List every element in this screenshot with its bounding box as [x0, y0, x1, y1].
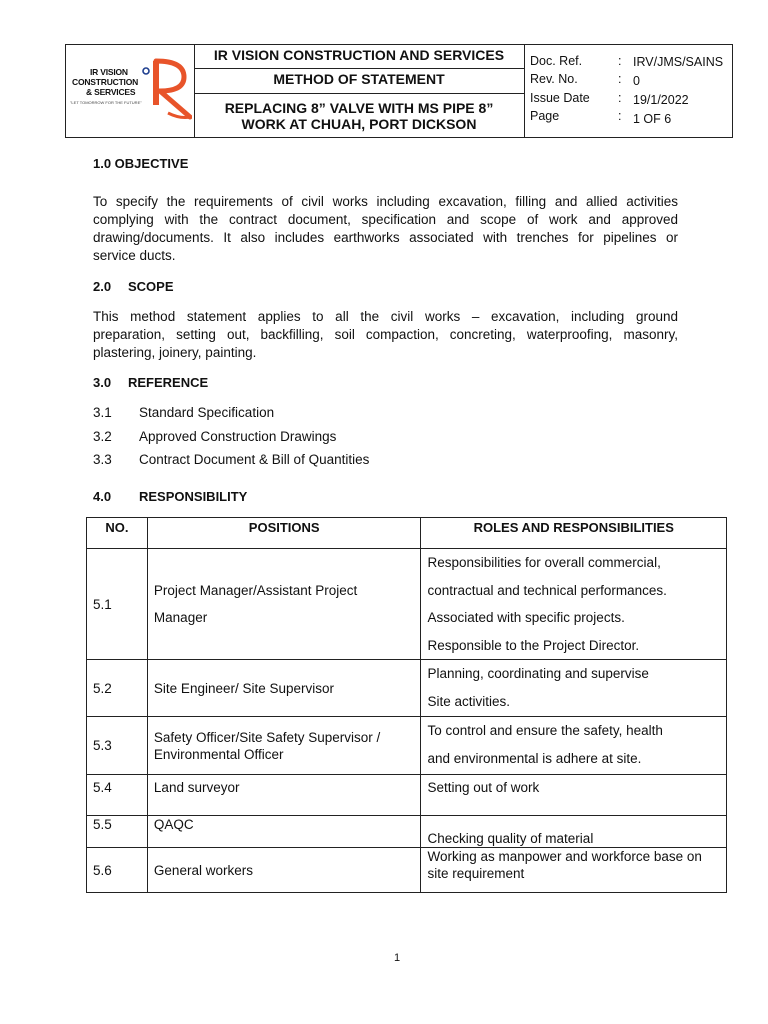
row-roles	[421, 717, 727, 775]
role-line: Planning, coordinating and supervise	[427, 666, 649, 681]
role-line: site requirement	[427, 866, 525, 881]
reference-item-text: Standard Specification	[139, 405, 275, 420]
row-roles	[421, 775, 727, 816]
column-header-no: NO.	[87, 518, 148, 549]
row-roles	[421, 660, 727, 717]
responsibility-table	[86, 517, 727, 893]
doc-ref-label: Doc. Ref.	[530, 54, 583, 68]
row-roles	[421, 816, 727, 848]
row-number: 5.2	[87, 660, 148, 717]
role-line: To control and ensure the safety, health	[427, 723, 663, 738]
position-line: Land surveyor	[153, 780, 240, 795]
row-position	[147, 848, 421, 893]
role-line: Responsible to the Project Director.	[427, 637, 640, 653]
table-row	[87, 816, 727, 848]
page-value: 1 OF 6	[633, 112, 672, 126]
table-header-row	[87, 518, 727, 549]
table-row	[87, 660, 727, 717]
page-number: 1	[394, 952, 401, 964]
row-position	[147, 816, 421, 848]
row-roles	[421, 848, 727, 893]
position-line: QAQC	[153, 817, 194, 832]
role-line: and environmental is adhere at site.	[427, 750, 642, 766]
objective-paragraph	[93, 193, 678, 265]
row-position	[147, 775, 421, 816]
logo-text-line2: CONSTRUCTION	[72, 77, 139, 87]
position-line: Site Engineer/ Site Supervisor	[153, 680, 335, 696]
row-number: 5.5	[87, 816, 148, 848]
rev-no-value: 0	[633, 74, 640, 88]
reference-item-number: 3.3	[93, 452, 112, 467]
document-title-line1: REPLACING 8” VALVE WITH MS PIPE 8”	[224, 100, 494, 116]
row-position	[147, 549, 421, 660]
role-line: Setting out of work	[427, 780, 540, 795]
column-header-positions: POSITIONS	[147, 518, 421, 549]
document-type: METHOD OF STATEMENT	[273, 71, 445, 87]
objective-line: drawing/documents. It also includes earthworks associated with trenches for pipelines or	[93, 230, 678, 245]
issue-date-label: Issue Date	[530, 91, 590, 105]
reference-number: 3.0	[93, 375, 112, 390]
responsibility-heading: RESPONSIBILITY	[139, 489, 248, 504]
page-colon: :	[618, 109, 622, 123]
table-row	[87, 775, 727, 816]
row-number: 5.3	[87, 717, 148, 775]
responsibility-number: 4.0	[93, 489, 112, 504]
row-number: 5.6	[87, 848, 148, 893]
role-line: Responsibilities for overall commercial,	[427, 555, 661, 570]
reference-item-number: 3.2	[93, 429, 112, 444]
objective-line: To specify the requirements of civil works including excavation, filling and allied activities	[93, 194, 678, 209]
position-line: Environmental Officer	[153, 746, 284, 762]
doc-ref-colon: :	[618, 54, 622, 68]
scope-line: preparation, setting out, backfilling, soil compaction, concreting, waterproofing, masonry,	[93, 327, 678, 342]
objective-heading: 1.0 OBJECTIVE	[93, 156, 189, 171]
issue-date-value: 19/1/2022	[633, 93, 689, 107]
logo-text-line3: & SERVICES	[86, 87, 136, 97]
logo-tagline: "LET TOMORROW FOR THE FUTURE"	[70, 100, 142, 105]
role-line: Checking quality of material	[427, 831, 594, 846]
position-line: Project Manager/Assistant Project	[153, 582, 358, 598]
doc-ref-value: IRV/JMS/SAINS	[633, 55, 724, 69]
company-name: IR VISION CONSTRUCTION AND SERVICES	[213, 47, 505, 63]
reference-heading: REFERENCE	[128, 375, 209, 390]
reference-item-text: Contract Document & Bill of Quantities	[139, 452, 370, 467]
row-number: 5.1	[87, 549, 148, 660]
row-roles	[421, 549, 727, 660]
rev-no-colon: :	[618, 72, 622, 86]
document-title-line2: WORK AT CHUAH, PORT DICKSON	[241, 116, 477, 132]
logo-text-line1: IR VISION	[90, 67, 128, 77]
scope-line: plastering, joinery, painting.	[93, 345, 257, 360]
position-line: Safety Officer/Site Safety Supervisor /	[153, 729, 381, 745]
role-line: Associated with specific projects.	[427, 610, 625, 625]
row-position	[147, 717, 421, 775]
scope-line: This method statement applies to all the civil works – excavation, including ground	[93, 309, 678, 324]
page-label: Page	[530, 109, 560, 123]
row-position	[147, 660, 421, 717]
role-line: contractual and technical performances.	[427, 582, 667, 598]
reference-item-text: Approved Construction Drawings	[139, 429, 337, 444]
document-header	[65, 44, 733, 138]
table-row	[87, 549, 727, 660]
role-line: Working as manpower and workforce base on	[427, 849, 702, 864]
scope-paragraph	[93, 308, 678, 362]
objective-line: complying with the contract document, specification and scope of work and approved	[93, 212, 678, 227]
column-header-roles: ROLES AND RESPONSIBILITIES	[421, 518, 727, 549]
position-line: General workers	[153, 862, 253, 878]
company-logo	[68, 53, 192, 123]
position-line: Manager	[153, 610, 208, 625]
reference-item-number: 3.1	[93, 405, 112, 420]
scope-heading: SCOPE	[128, 279, 174, 294]
table-row	[87, 848, 727, 893]
issue-date-colon: :	[618, 91, 622, 105]
scope-number: 2.0	[93, 279, 112, 294]
row-number: 5.4	[87, 775, 148, 816]
table-row	[87, 717, 727, 775]
objective-line: service ducts.	[93, 248, 176, 263]
rev-no-label: Rev. No.	[530, 72, 578, 86]
role-line: Site activities.	[427, 693, 511, 709]
